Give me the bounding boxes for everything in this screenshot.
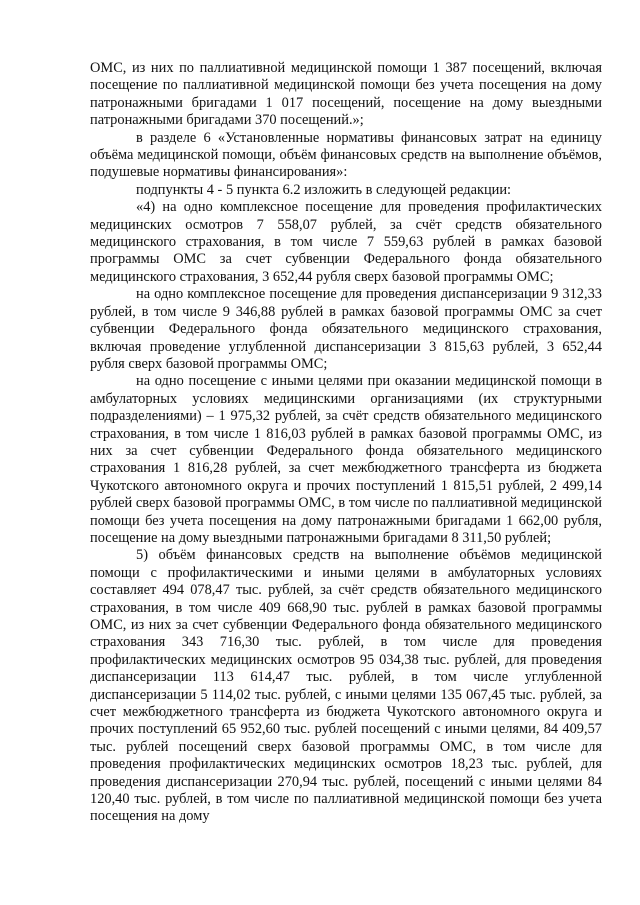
paragraph-other-visits: на одно посещение с иными целями при оказании медицинской помощи в амбулаторных условиях медицинскими организациями (их структурными подразделениями) – 1 975,32 рублей, за счёт средств обязательного медицинского страхования, в том числе 1 816,03 рублей в рамках базовой программы ОМС, из них за счет субвенции Федерального фонда обязательного медицинского страхования 1 816,28 рублей, за счет межбюджетного трансферта из бюджета Чукотского автономного округа и прочих поступлений 1 815,51 рублей, 2 499,14 рублей сверх базовой программы ОМС, в том числе по паллиативной медицинской помощи без учета посещения на дому патронажными бригадами 1 662,00 рубля, посещение на дому выездными патронажными бригадами 8 311,50 рублей; [90, 373, 602, 546]
paragraph-item-4-preventive: «4) на одно комплексное посещение для проведения профилактических медицинских осмотров 7 558,07 рублей, за счёт средств обязательного медицинского страхования, в том числе 7 559,63 рублей в рамках базовой программы ОМС за счет субвенции Федерального фонда обязательного медицинского страхования, 3 652,44 рубля сверх базовой программы ОМС; [90, 199, 602, 285]
paragraph-dispensary: на одно комплексное посещение для проведения диспансеризации 9 312,33 рублей, в том числе 9 346,88 рублей в рамках базовой программы ОМС за счет субвенции Федерального фонда обязательного медицинского страхования, включая проведение углубленной диспансеризации 3 815,63 рублей, 3 652,44 рубля сверх базовой программы ОМС; [90, 286, 602, 372]
paragraph-item-5-volume: 5) объём финансовых средств на выполнение объёмов медицинской помощи с профилактическими и иными целями в амбулаторных условиях составляет 494 078,47 тыс. рублей, за счёт средств обязательного медицинского страхования, в том числе 409 668,90 тыс. рублей в рамках базовой программы ОМС, из них за счет субвенции Федерального фонда обязательного медицинского страхования 343 716,30 тыс. рублей, в том числе для проведения профилактических медицинских осмотров 95 034,38 тыс. рублей, для проведения диспансеризации 113 614,47 тыс. рублей, в том числе углубленной диспансеризации 5 114,02 тыс. рублей, с иными целями 135 067,45 тыс. рублей, за счет межбюджетного трансферта из бюджета Чукотского автономного округа и прочих поступлений 65 952,60 тыс. рублей посещений с иными целями, 84 409,57 тыс. рублей посещений сверх базовой программы ОМС, в том числе для проведения профилактических медицинских осмотров 18,23 тыс. рублей, для проведения диспансеризации 270,94 тыс. рублей, посещений с иными целями 84 120,40 тыс. рублей, в том числе по паллиативной медицинской помощи без учета посещения на дому [90, 547, 602, 825]
paragraph-section-6: в разделе 6 «Установленные нормативы финансовых затрат на единицу объёма медицинской помощи, объём финансовых средств на выполнение объёмов, подушевые нормативы финансирования»: [90, 129, 602, 181]
paragraph-subpoints-intro: подпункты 4 - 5 пункта 6.2 изложить в следующей редакции: [136, 181, 512, 198]
document-page [90, 60, 602, 826]
paragraph-continuation: ОМС, из них по паллиативной медицинской помощи 1 387 посещений, включая посещение по паллиативной медицинской помощи без учета посещения на дому патронажными бригадами 1 017 посещений, посещение на дому выездными патронажными бригадами 370 посещений.»; [90, 60, 602, 129]
